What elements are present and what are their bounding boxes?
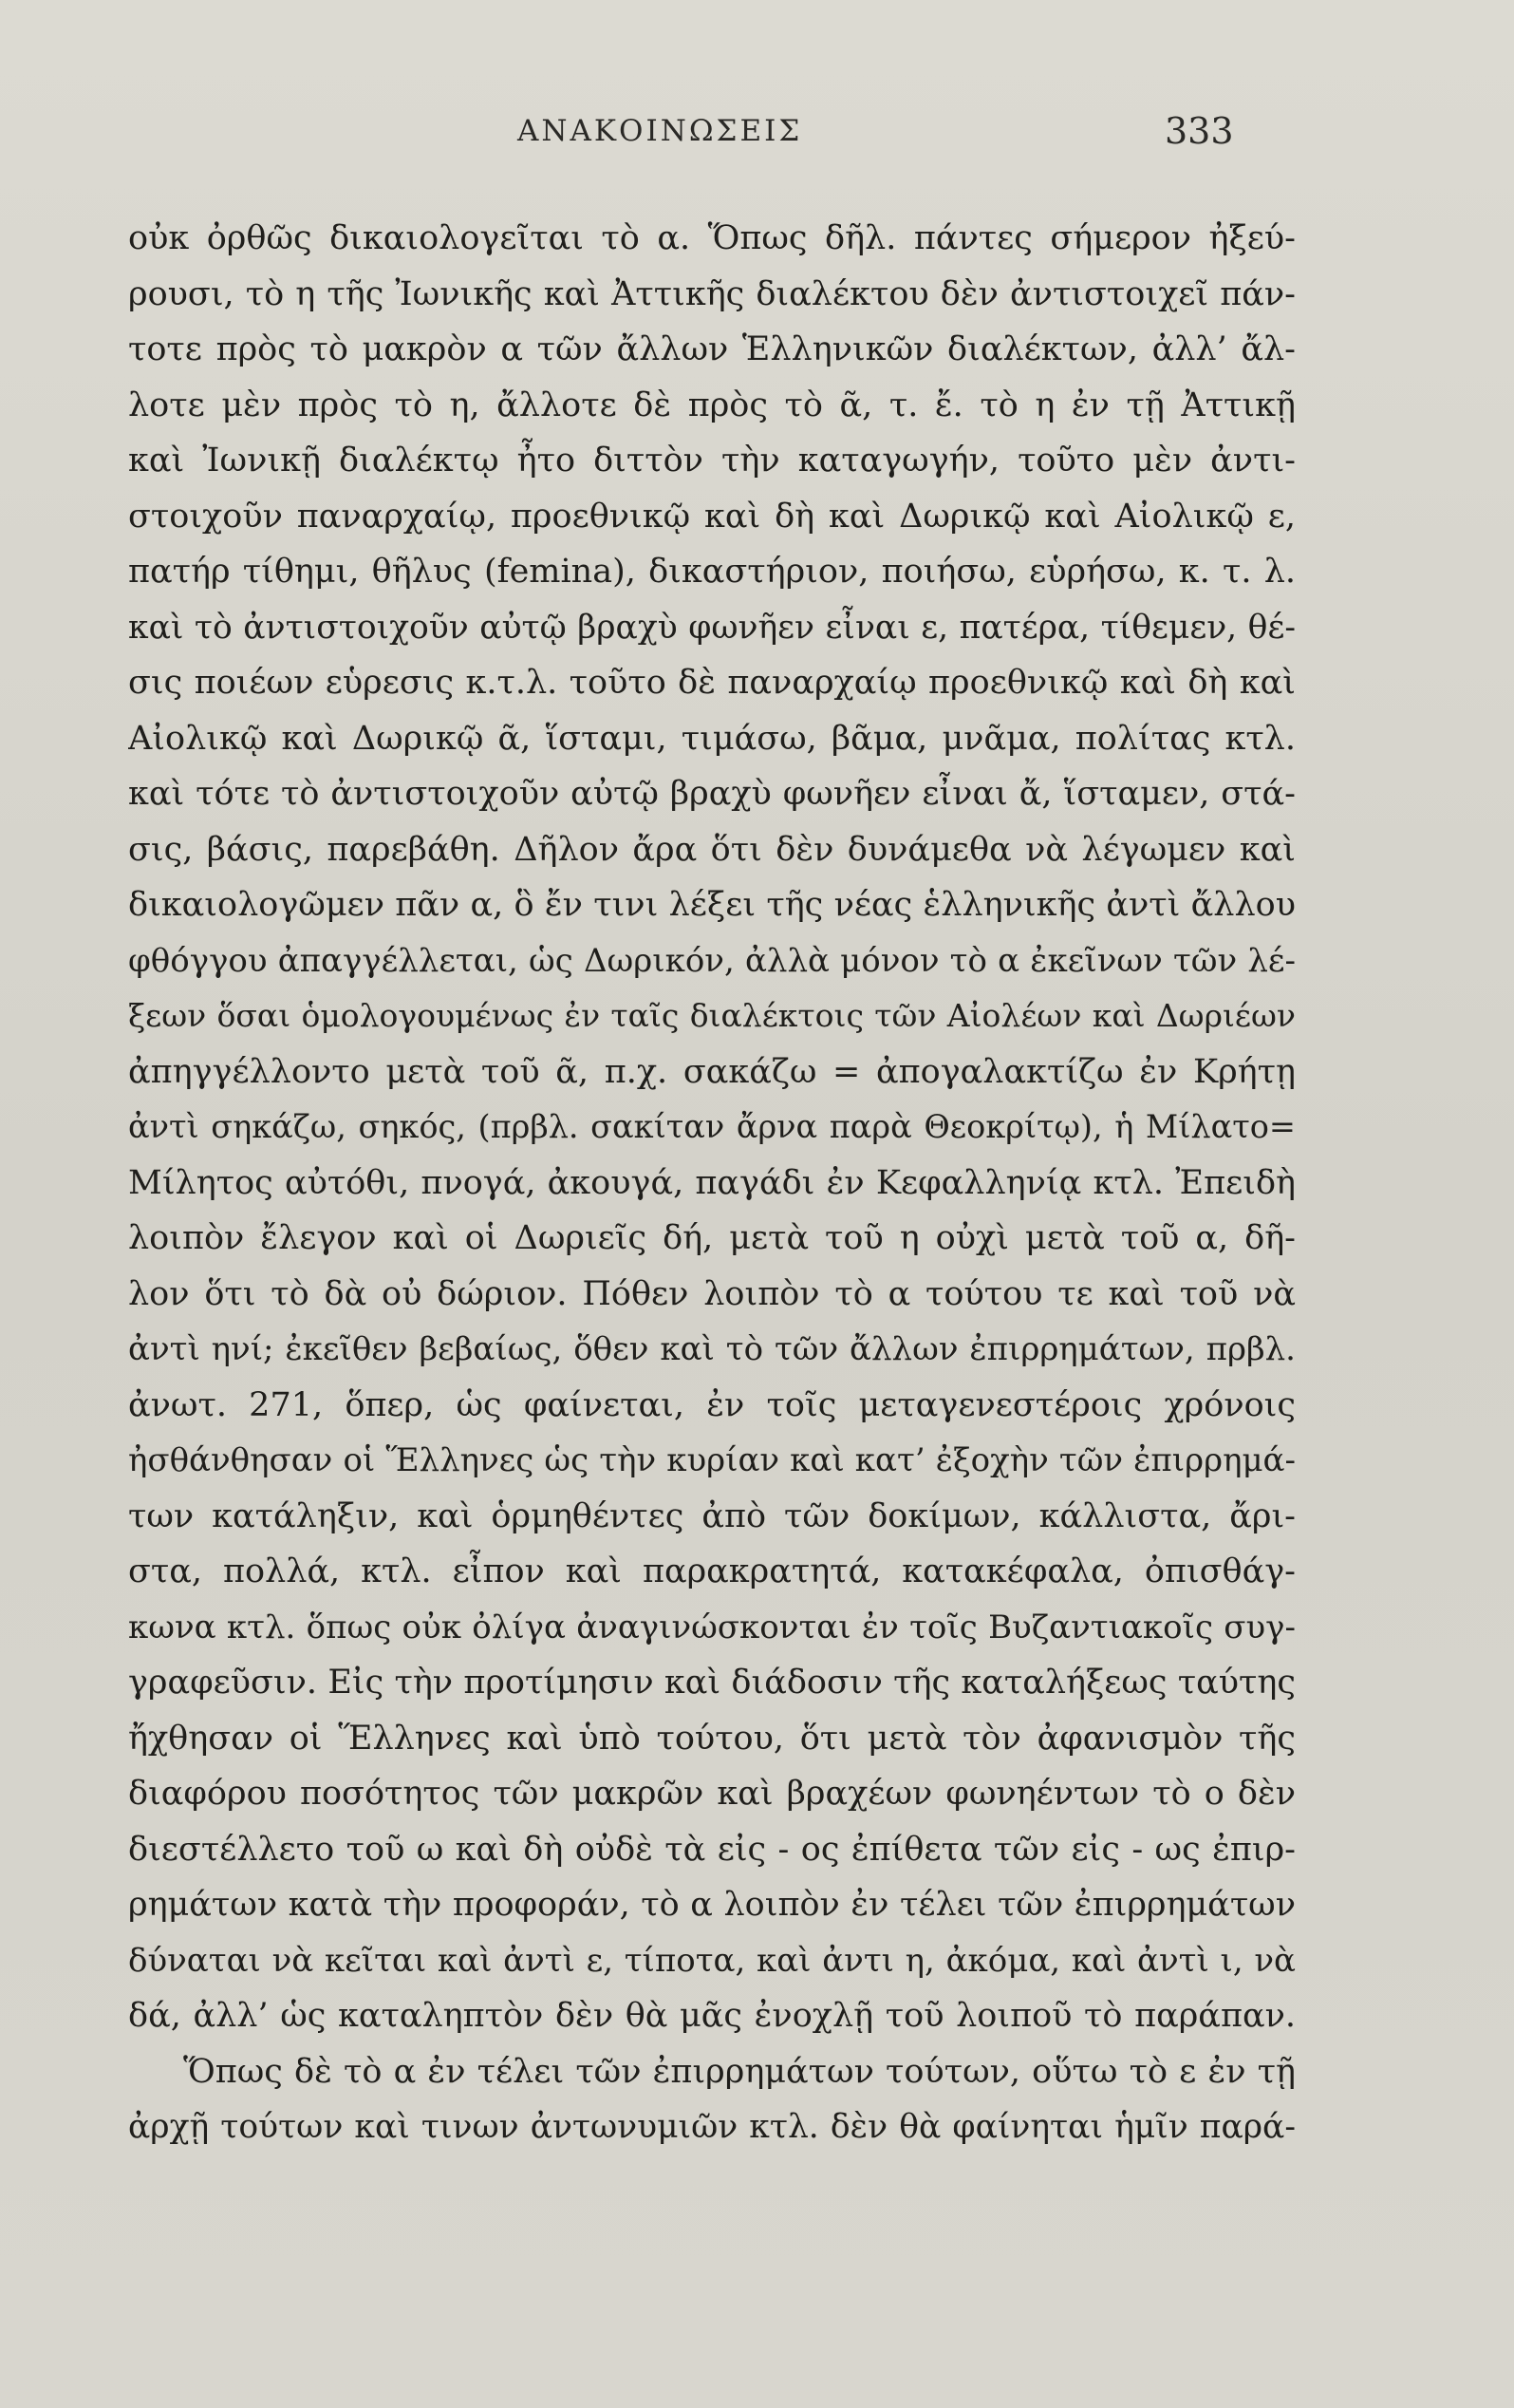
text-line: διεστέλλετο τοῦ ω καὶ δὴ οὐδὲ τὰ εἰς - ος ἐπίθετα τῶν εἰς - ως ἐπιρ- (128, 1830, 1296, 1869)
text-line: ξεων ὅσαι ὁμολογουμένως ἐν ταῖς διαλέκτοις τῶν Αἰολέων καὶ Δωριέων (128, 997, 1296, 1034)
text-line: ἀπηγγέλλοντο μετὰ τοῦ ᾶ, π.χ. σακάζω = ἀπογαλακτίζω ἐν Κρήτῃ (128, 1052, 1296, 1091)
text-line: λοτε μὲν πρὸς τὸ η, ἄλλοτε δὲ πρὸς τὸ ᾶ, τ. ἔ. τὸ η ἐν τῇ Ἀττικῇ (128, 386, 1296, 424)
text-line: οὐκ ὀρθῶς δικαιολογεῖται τὸ α. Ὅπως δῆλ. πάντες σήμερον ἠξεύ- (128, 219, 1296, 257)
text-line: τοτε πρὸς τὸ μακρὸν α τῶν ἄλλων Ἑλληνικῶν διαλέκτων, ἀλλ’ ἄλ- (128, 330, 1296, 368)
text-line: στα, πολλά, κτλ. εἶπον καὶ παρακρατητά, κατακέφαλα, ὀπισθάγ- (128, 1552, 1296, 1590)
body-text (128, 211, 1296, 2155)
text-line: γραφεῦσιν. Εἰς τὴν προτίμησιν καὶ διάδοσιν τῆς καταλήξεως ταύτης (128, 1664, 1296, 1702)
text-line: στοιχοῦν παναρχαίῳ, προεθνικῷ καὶ δὴ καὶ Δωρικῷ καὶ Αἰολικῷ ε, (128, 497, 1296, 536)
text-line: λον ὅτι τὸ δὰ οὐ δώριον. Πόθεν λοιπὸν τὸ α τούτου τε καὶ τοῦ νὰ (128, 1274, 1296, 1313)
text-line: πατήρ τίθημι, θῆλυς (femina), δικαστήριον, ποιήσω, εὑρήσω, κ. τ. λ. (128, 553, 1296, 591)
text-line: Μίλητος αὐτόθι, πνογά, ἀκουγά, παγάδι ἐν Κεφαλληνίᾳ κτλ. Ἐπειδὴ (128, 1163, 1296, 1202)
text-line: ρημάτων κατὰ τὴν προφοράν, τὸ α λοιπὸν ἐν τέλει τῶν ἐπιρρημάτων (128, 1886, 1296, 1924)
text-line: δά, ἀλλ’ ὡς καταληπτὸν δὲν θὰ μᾶς ἐνοχλῇ τοῦ λοιποῦ τὸ παράπαν. (128, 1997, 1296, 2035)
text-line: σις ποιέων εὑρεσις κ.τ.λ. τοῦτο δὲ παναρχαίῳ προεθνικῷ καὶ δὴ καὶ (128, 664, 1296, 702)
text-line: διαφόρου ποσότητος τῶν μακρῶν καὶ βραχέων φωνηέντων τὸ ο δὲν (128, 1775, 1296, 1813)
text-line: φθόγγου ἀπαγγέλλεται, ὡς Δωρικόν, ἀλλὰ μόνον τὸ α ἐκεῖνων τῶν λέ- (128, 941, 1296, 980)
text-line: Ὅπως δὲ τὸ α ἐν τέλει τῶν ἐπιρρημάτων τούτων, οὕτω τὸ ε ἐν τῇ (183, 2052, 1296, 2091)
text-line: δικαιολογῶμεν πᾶν α, ὃ ἔν τινι λέξει τῆς νέας ἑλληνικῆς ἀντὶ ἄλλου (128, 886, 1296, 924)
text-line: Αἰολικῷ καὶ Δωρικῷ ᾶ, ἵσταμι, τιμάσω, βᾶμα, μνᾶμα, πολίτας κτλ. (128, 719, 1296, 758)
page-number: 333 (1165, 110, 1234, 152)
text-line: καὶ τότε τὸ ἀντιστοιχοῦν αὐτῷ βραχὺ φωνῆεν εἶναι ἄ, ἵσταμεν, στά- (128, 775, 1296, 813)
text-line: ἀνωτ. 271, ὅπερ, ὡς φαίνεται, ἐν τοῖς μεταγενεστέροις χρόνοις (128, 1385, 1296, 1424)
text-line: σις, βάσις, παρεβάθη. Δῆλον ἄρα ὅτι δὲν δυνάμεθα νὰ λέγωμεν καὶ (128, 830, 1296, 869)
text-line: ἤχθησαν οἱ Ἕλληνες καὶ ὑπὸ τούτου, ὅτι μετὰ τὸν ἀφανισμὸν τῆς (128, 1719, 1296, 1758)
text-line: ἀντὶ σηκάζω, σηκός, (πρβλ. σακίταν ἄρνα παρὰ Θεοκρίτῳ), ἡ Μίλατο= (128, 1108, 1296, 1145)
text-line: καὶ Ἰωνικῇ διαλέκτῳ ἦτο διττὸν τὴν καταγωγήν, τοῦτο μὲν ἀντι- (128, 442, 1296, 480)
text-line: ρουσι, τὸ η τῆς Ἰωνικῆς καὶ Ἀττικῆς διαλέκτου δὲν ἀντιστοιχεῖ πάν- (128, 274, 1296, 313)
text-line: κωνα κτλ. ὅπως οὐκ ὀλίγα ἀναγινώσκονται ἐν τοῖς Βυζαντιακοῖς συγ- (128, 1608, 1296, 1646)
text-line: των κατάληξιν, καὶ ὁρμηθέντες ἀπὸ τῶν δοκίμων, κάλλιστα, ἄρι- (128, 1496, 1296, 1535)
text-line: λοιπὸν ἔλεγον καὶ οἱ Δωριεῖς δή, μετὰ τοῦ η οὐχὶ μετὰ τοῦ α, δῆ- (128, 1219, 1296, 1257)
text-line: καὶ τὸ ἀντιστοιχοῦν αὐτῷ βραχὺ φωνῆεν εἶναι ε, πατέρα, τίθεμεν, θέ- (128, 608, 1296, 647)
text-line: ἀρχῇ τούτων καὶ τινων ἀντωνυμιῶν κτλ. δὲν θὰ φαίνηται ἡμῖν παρά- (128, 2108, 1296, 2146)
text-line: ἀντὶ ηνί; ἐκεῖθεν βεβαίως, ὅθεν καὶ τὸ τῶν ἄλλων ἐπιρρημάτων, πρβλ. (128, 1330, 1296, 1368)
text-line: δύναται νὰ κεῖται καὶ ἀντὶ ε, τίποτα, καὶ ἀντι η, ἀκόμα, καὶ ἀντὶ ι, νὰ (128, 1941, 1296, 1980)
text-line: ἠσθάνθησαν οἱ Ἕλληνες ὡς τὴν κυρίαν καὶ κατ’ ἐξοχὴν τῶν ἐπιρρημά- (128, 1441, 1296, 1479)
running-title: ΑΝΑΚΟΙΝΩΣΕΙΣ (517, 114, 803, 148)
page-header (0, 110, 1514, 171)
